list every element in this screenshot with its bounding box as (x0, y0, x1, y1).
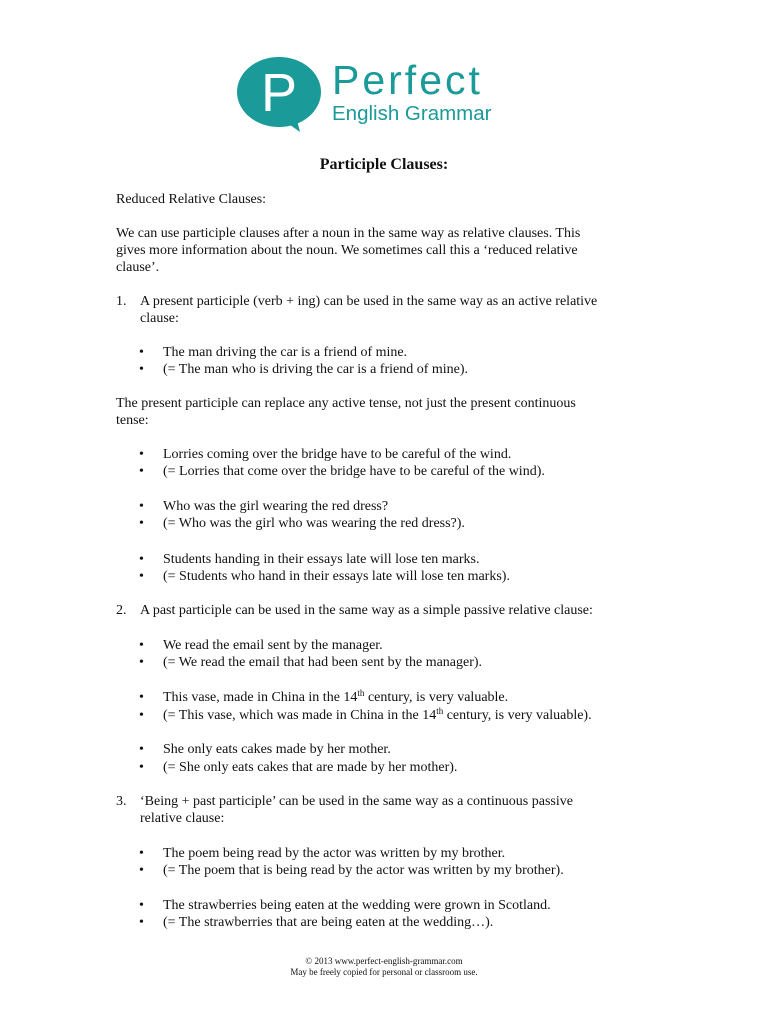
bullet-icon: • (139, 362, 144, 377)
example-sentence: (= The man who is driving the car is a friend of mine). (163, 362, 469, 377)
logo-word-perfect: Perfect (332, 57, 483, 103)
copyright-text: © 2013 www.perfect-english-grammar.com (305, 956, 463, 966)
example-sentence: (= The poem that is being read by the actor was written by my brother). (163, 863, 564, 878)
intro-line: gives more information about the noun. We sometimes call this a ‘reduced relative (116, 243, 578, 258)
paragraph (116, 395, 656, 429)
logo-word-english-grammar: English Grammar (332, 102, 492, 125)
item-line: A past participle can be used in the same way as a simple passive relative clause: (140, 603, 593, 618)
page-title: Participle Clauses: (319, 156, 449, 173)
bullet-icon: • (139, 760, 144, 775)
section-subtitle: Reduced Relative Clauses: (116, 192, 267, 207)
example-sentence: (= Students who hand in their essays late will lose ten marks). (163, 569, 510, 584)
example-sentence: Who was the girl wearing the red dress? (163, 499, 389, 514)
logo (236, 56, 526, 136)
bullet-icon: • (139, 690, 144, 705)
example-sentence: (= The strawberries that are being eaten at the wedding…). (163, 915, 494, 930)
example-sentence: (= We read the email that had been sent by the manager). (163, 655, 483, 670)
example-sentence: Students handing in their essays late will lose ten marks. (163, 552, 480, 567)
bullet-icon: • (139, 516, 144, 531)
bullet-icon: • (139, 638, 144, 653)
item-number: 3. (116, 794, 127, 809)
example-sentence: The strawberries being eaten at the wedding were grown in Scotland. (163, 898, 551, 913)
page-footer (0, 956, 768, 978)
item-line: relative clause: (140, 811, 225, 826)
bullet-icon: • (139, 742, 144, 757)
sentence-part: (= This vase, which was made in China in the 14 (163, 708, 437, 723)
logo-letter: P (260, 63, 298, 123)
bullet-icon: • (139, 708, 144, 723)
example-sentence: We read the email sent by the manager. (163, 638, 383, 653)
item-line: ‘Being + past participle’ can be used in the same way as a continuous passive (140, 794, 573, 809)
ordinal-suffix: th (357, 688, 365, 698)
bullet-icon: • (139, 915, 144, 930)
intro-line: We can use participle clauses after a noun in the same way as relative clauses. This (116, 226, 581, 241)
example-sentence: (= Who was the girl who was wearing the red dress?). (163, 516, 465, 531)
bullet-icon: • (139, 863, 144, 878)
bullet-icon: • (139, 569, 144, 584)
ordinal-suffix: th (436, 706, 444, 716)
example-sentence: (= She only eats cakes that are made by her mother). (163, 760, 458, 775)
item-line: A present participle (verb + ing) can be used in the same way as an active relative (140, 294, 598, 309)
example-sentence (163, 707, 592, 724)
paragraph-line: tense: (116, 413, 149, 428)
example-sentence: The poem being read by the actor was written by my brother. (163, 846, 506, 861)
item-number: 2. (116, 603, 127, 618)
bullet-icon: • (139, 552, 144, 567)
bullet-icon: • (139, 447, 144, 462)
bullet-icon: • (139, 655, 144, 670)
example-sentence: She only eats cakes made by her mother. (163, 742, 391, 757)
paragraph-line: The present participle can replace any active tense, not just the present continuous (116, 396, 576, 411)
intro-paragraph (116, 225, 656, 276)
bullet-icon: • (139, 846, 144, 861)
item-line: clause: (140, 311, 179, 326)
example-sentence (163, 689, 508, 706)
example-sentence: Lorries coming over the bridge have to be careful of the wind. (163, 447, 512, 462)
bullet-icon: • (139, 499, 144, 514)
sentence-part: century, is very valuable). (443, 708, 592, 723)
example-sentence: The man driving the car is a friend of mine. (163, 345, 408, 360)
sentence-part: This vase, made in China in the 14 (163, 690, 358, 705)
item-number: 1. (116, 294, 127, 309)
example-sentence: (= Lorries that come over the bridge have to be careful of the wind). (163, 464, 545, 479)
bullet-icon: • (139, 464, 144, 479)
speech-bubble-icon (236, 56, 322, 132)
intro-line: clause’. (116, 260, 160, 275)
sentence-part: century, is very valuable. (364, 690, 509, 705)
bullet-icon: • (139, 898, 144, 913)
usage-note: May be freely copied for personal or classroom use. (290, 967, 478, 977)
bullet-icon: • (139, 345, 144, 360)
